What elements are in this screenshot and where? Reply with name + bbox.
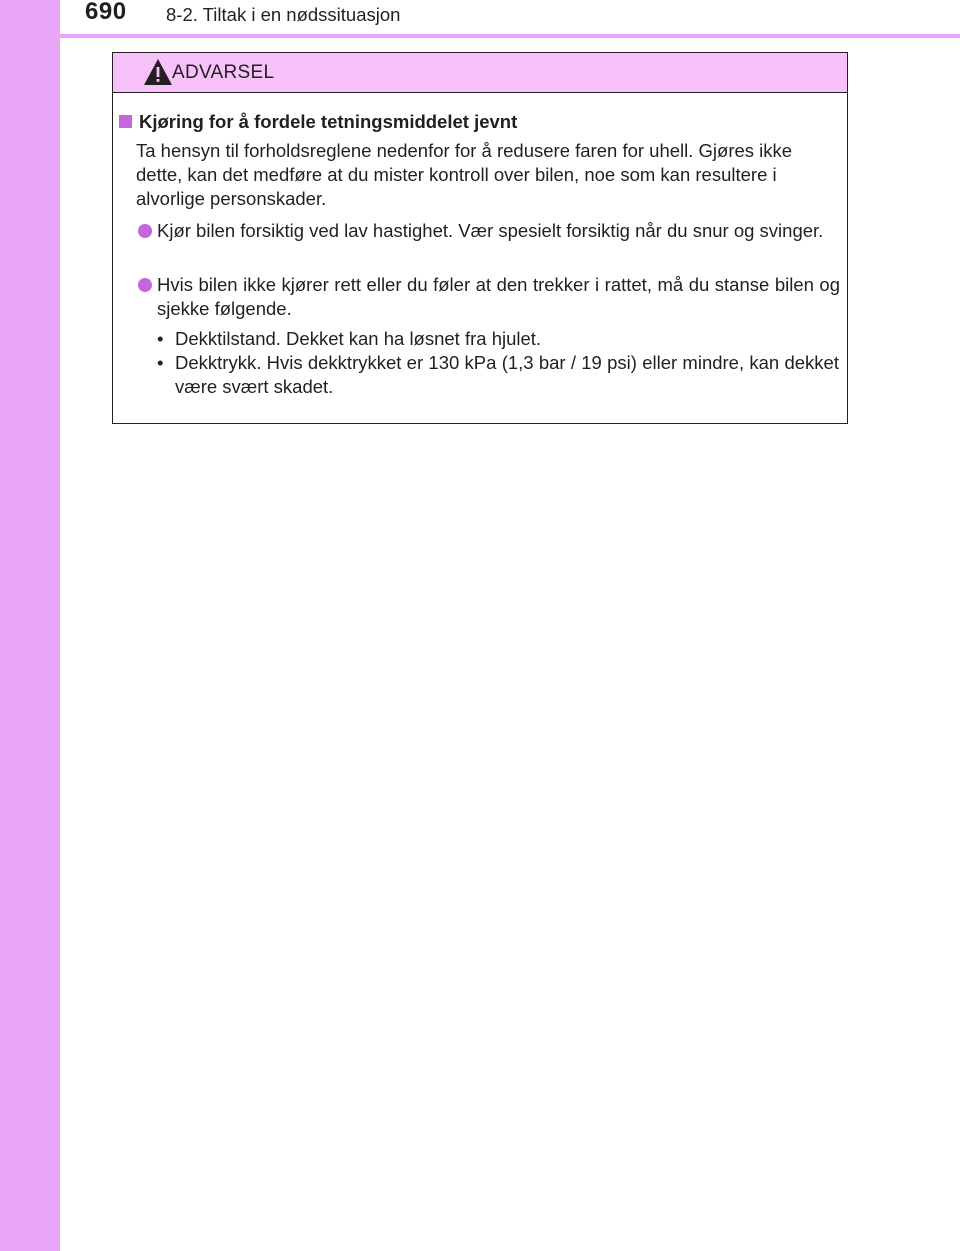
- sub-list-item-text: Dekktilstand. Dekket kan ha løsnet fra hjulet.: [175, 328, 542, 349]
- circle-bullet-icon: [138, 224, 152, 238]
- sub-list-item: [157, 351, 839, 399]
- square-bullet-icon: [119, 115, 132, 128]
- section-heading: [119, 111, 517, 133]
- warning-label: ADVARSEL: [172, 62, 275, 83]
- circle-bullet-icon: [138, 278, 152, 292]
- sub-list-item-text: Dekktrykk. Hvis dekktrykket er 130 kPa (1,3 bar / 19 psi) eller mindre, kan dekket være svært skadet.: [175, 352, 839, 397]
- chapter-side-bar: [0, 0, 60, 1251]
- dot-bullet: •: [157, 352, 164, 373]
- sub-list-item: [157, 327, 839, 351]
- warning-header: [113, 53, 847, 93]
- list-item: [138, 273, 840, 321]
- list-item-text: Kjør bilen forsiktig ved lav hastighet. Vær spesielt forsiktig når du snur og svinger.: [157, 220, 824, 241]
- list-item: [138, 219, 840, 243]
- warning-box: [112, 52, 848, 424]
- section-heading-text: Kjøring for å fordele tetningsmiddelet jevnt: [139, 111, 518, 132]
- list-item-text: Hvis bilen ikke kjører rett eller du føler at den trekker i rattet, må du stanse bilen og sjekke følgende.: [157, 274, 840, 319]
- intro-paragraph: Ta hensyn til forholdsreglene nedenfor for å redusere faren for uhell. Gjøres ikke dette, kan det medføre at du mister kontroll over bilen, noe som kan resultere i alvorlige personskader.: [136, 140, 793, 209]
- page-number: 690: [85, 0, 127, 25]
- dot-bullet: •: [157, 328, 164, 349]
- header-rule: [0, 34, 960, 38]
- section-title: 8-2. Tiltak i en nødssituasjon: [166, 4, 401, 25]
- warning-triangle-icon: [143, 58, 173, 86]
